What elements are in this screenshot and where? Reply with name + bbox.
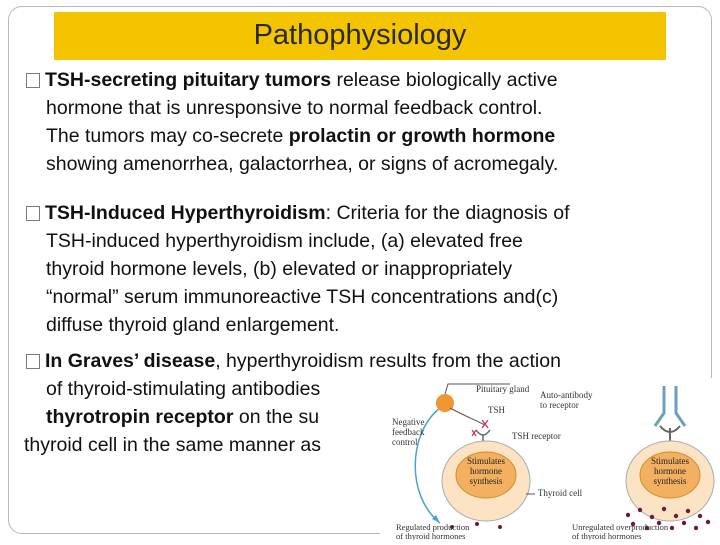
label-tsh-receptor: TSH receptor <box>512 431 561 441</box>
graves-diagram-svg <box>380 378 720 540</box>
bullet-text: on the su <box>233 406 320 428</box>
bullet-tsh-induced <box>26 199 706 339</box>
tsh-receptor-icon <box>476 430 490 435</box>
label-hormone-right: hormone <box>654 466 686 476</box>
bullet-text: , hyperthyroidism results from the action <box>215 350 561 372</box>
slide-title <box>54 12 666 60</box>
bullet-text: The tumors may co-secrete <box>46 125 289 147</box>
hormone-dot <box>475 522 479 526</box>
label-pituitary: Pituitary gland <box>476 384 530 394</box>
label-regulated: Regulated production <box>396 522 470 532</box>
bullet-heading: In Graves’ disease <box>45 350 216 372</box>
bullet-text: diffuse thyroid gland enlargement. <box>46 314 340 336</box>
bullet-box-icon <box>26 206 40 221</box>
label-hormone-left: hormone <box>470 466 502 476</box>
label-tsh: TSH <box>488 405 506 415</box>
label-synthesis-left: synthesis <box>469 476 503 486</box>
bullet-text: thyroid cell in the same manner as <box>24 434 321 456</box>
bullet-heading: TSH-Induced Hyperthyroidism <box>45 202 326 224</box>
bullet-text: TSH-induced hyperthyroidism include, (a) elevated free <box>46 230 523 252</box>
bullet-emphasis: prolactin or growth hormone <box>288 125 556 147</box>
label-to-receptor: to receptor <box>540 400 579 410</box>
label-stimulates-left: Stimulates <box>467 456 505 466</box>
bullet-box-icon <box>26 354 40 369</box>
label-negative: Negative <box>392 417 425 427</box>
tsh-molecule-icon <box>472 430 476 436</box>
bullet-text: : Criteria for the diagnosis of <box>325 202 570 224</box>
bullet-emphasis: thyrotropin receptor <box>46 406 234 428</box>
label-control: control <box>392 437 418 447</box>
label-synthesis-right: synthesis <box>653 476 687 486</box>
label-auto-antibody: Auto-antibody <box>540 390 593 400</box>
label-feedback: feedback <box>392 427 425 437</box>
bullet-text: “normal” serum immunoreactive TSH concentrations and(c) <box>46 286 559 308</box>
bullet-tsh-tumors <box>26 66 706 178</box>
bullet-text: thyroid hormone levels, (b) elevated or inappropriately <box>46 258 513 280</box>
bullet-text: hormone that is unresponsive to normal feedback control. <box>46 97 543 119</box>
graves-diagram <box>380 378 720 540</box>
label-unregulated: Unregulated overproduction <box>572 522 669 532</box>
label-stimulates-right: Stimulates <box>651 456 689 466</box>
label-thyroid-cell: Thyroid cell <box>537 488 583 498</box>
label-regulated-2: of thyroid hormones <box>396 531 466 540</box>
title-text: Pathophysiology <box>253 19 467 51</box>
bullet-box-icon <box>26 73 40 88</box>
bullet-heading: TSH-secreting pituitary tumors <box>45 69 332 91</box>
bullet-text: showing amenorrhea, galactorrhea, or signs of acromegaly. <box>46 153 559 175</box>
bullet-text: release biologically active <box>331 69 558 91</box>
hormone-dot <box>498 525 502 529</box>
bullet-text: of thyroid-stimulating antibodies <box>46 378 321 400</box>
pituitary-gland-icon <box>436 394 454 412</box>
tsh-arrow <box>450 408 485 425</box>
auto-antibody-icon <box>655 386 685 426</box>
label-unregulated-2: of thyroid hormones <box>572 531 642 540</box>
